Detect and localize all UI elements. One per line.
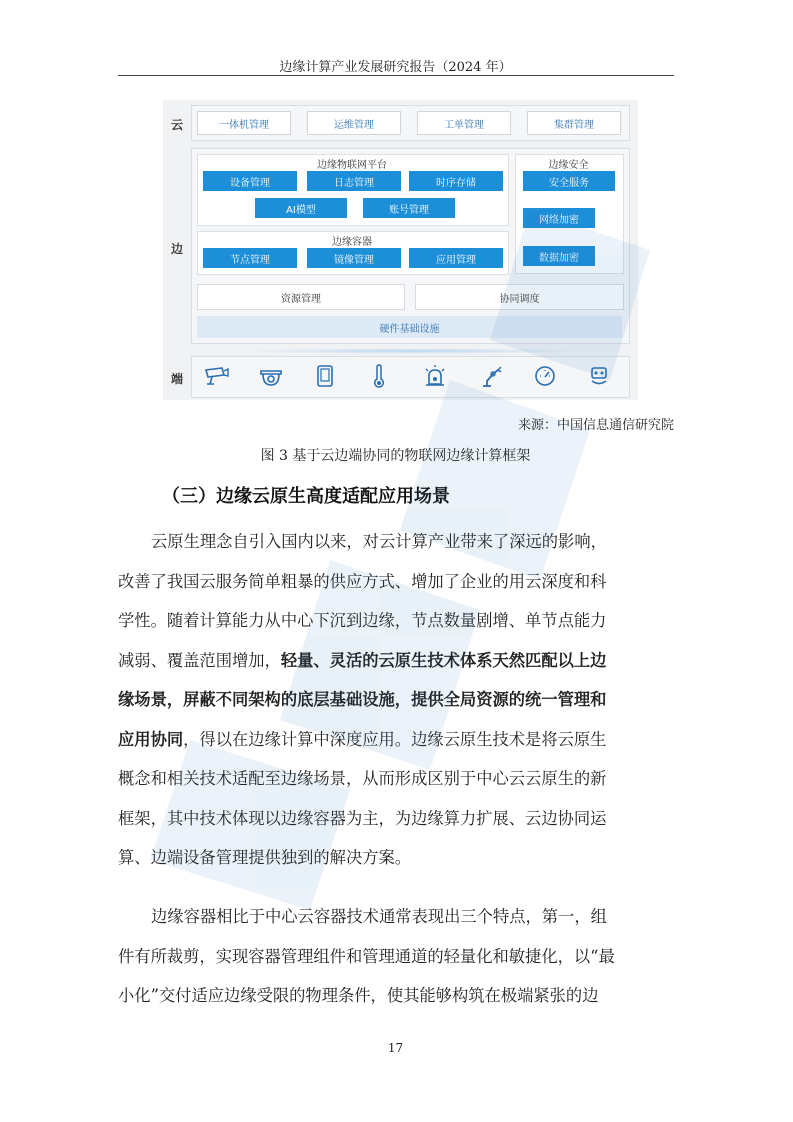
- container-item: 节点管理: [203, 248, 297, 268]
- iot-item: 设备管理: [203, 171, 297, 191]
- architecture-figure: [163, 100, 638, 400]
- iot-item: 账号管理: [363, 198, 455, 218]
- thermometer-icon: [363, 362, 395, 390]
- bold-text: 应用协同: [118, 729, 184, 749]
- row-label-edge: 边: [171, 242, 184, 256]
- security-item: 安全服务: [523, 171, 615, 191]
- text-line: [118, 720, 674, 760]
- text-span: 减弱、覆盖范围增加，: [118, 650, 281, 670]
- tablet-icon: [309, 362, 341, 390]
- iot-platform-title: 边缘物联网平台: [317, 160, 387, 171]
- section-title: （三）边缘云原生高度适配应用场景: [162, 486, 450, 507]
- dome-camera-icon: [255, 362, 287, 390]
- gauge-icon: [529, 362, 561, 390]
- cloud-item: 运维管理: [307, 111, 401, 135]
- cloud-item: 工单管理: [417, 111, 511, 135]
- text-line: 小化”交付适应边缘受限的物理条件，使其能够构筑在极端紧张的边: [118, 986, 599, 1005]
- security-item: 网络加密: [523, 208, 595, 228]
- row-label-cloud: 云: [171, 118, 184, 132]
- container-item: 镜像管理: [307, 248, 401, 268]
- figure-caption: 图 3 基于云边端协同的物联网边缘计算框架: [260, 448, 531, 464]
- figure-source: 来源：中国信息通信研究院: [517, 418, 674, 433]
- text-line: 件有所裁剪，实现容器管理组件和管理通道的轻量化和敏捷化，以“最: [118, 946, 615, 966]
- text-span: ，得以在边缘计算中深度应用。边缘云原生技术是将云原生: [183, 729, 607, 749]
- row-label-device: 端: [171, 372, 184, 386]
- container-item: 应用管理: [409, 248, 503, 268]
- resource-management: 资源管理: [197, 284, 405, 310]
- security-item: 数据加密: [523, 246, 595, 266]
- bold-text-line: 缘场景，屏蔽不同架构的底层基础设施，提供全局资源的统一管理和: [118, 690, 607, 709]
- edge-security-title: 边缘安全: [548, 160, 589, 171]
- camera-icon: [201, 362, 233, 390]
- bold-text: 轻量、灵活的云原生技术体系天然匹配以上边: [280, 650, 607, 670]
- robot-arm-icon: [475, 362, 507, 390]
- header-divider: [118, 75, 674, 76]
- edge-container-title: 边缘容器: [332, 237, 372, 248]
- text-line: 边缘容器相比于中心云容器技术通常表现出三个特点，第一，组: [151, 907, 607, 926]
- text-line: 框架，其中技术体现以边缘容器为主，为边缘算力扩展、云边协同运: [118, 808, 607, 828]
- hardware-infrastructure: 硬件基础设施: [197, 316, 622, 338]
- text-line: [118, 641, 674, 681]
- iot-item: AI模型: [255, 198, 347, 218]
- text-line: 云原生理念自引入国内以来，对云计算产业带来了深远的影响，: [151, 532, 607, 551]
- cloud-item: 集群管理: [527, 111, 621, 135]
- text-line: 算、边端设备管理提供独到的解决方案。: [118, 848, 412, 867]
- glow-divider: [243, 348, 583, 354]
- iot-item: 日志管理: [307, 171, 401, 191]
- text-line: 概念和相关技术适配至边缘场景，从而形成区别于中心云云原生的新: [118, 769, 607, 788]
- page-number: 17: [387, 1041, 404, 1055]
- paragraph-2: [118, 897, 674, 1016]
- cloud-item: 一体机管理: [197, 111, 291, 135]
- iot-item: 时序存储: [409, 171, 503, 191]
- sensor-icon: [583, 362, 615, 390]
- text-line: 学性。随着计算能力从中心下沉到边缘，节点数量剧增、单节点能力: [118, 611, 607, 630]
- alarm-icon: [419, 362, 451, 390]
- page-header: 边缘计算产业发展研究报告（2024 年）: [279, 60, 512, 75]
- coordination-scheduling: 协同调度: [415, 284, 624, 310]
- text-line: 改善了我国云服务简单粗暴的供应方式、增加了企业的用云深度和科: [118, 571, 607, 591]
- paragraph-1: [118, 522, 674, 878]
